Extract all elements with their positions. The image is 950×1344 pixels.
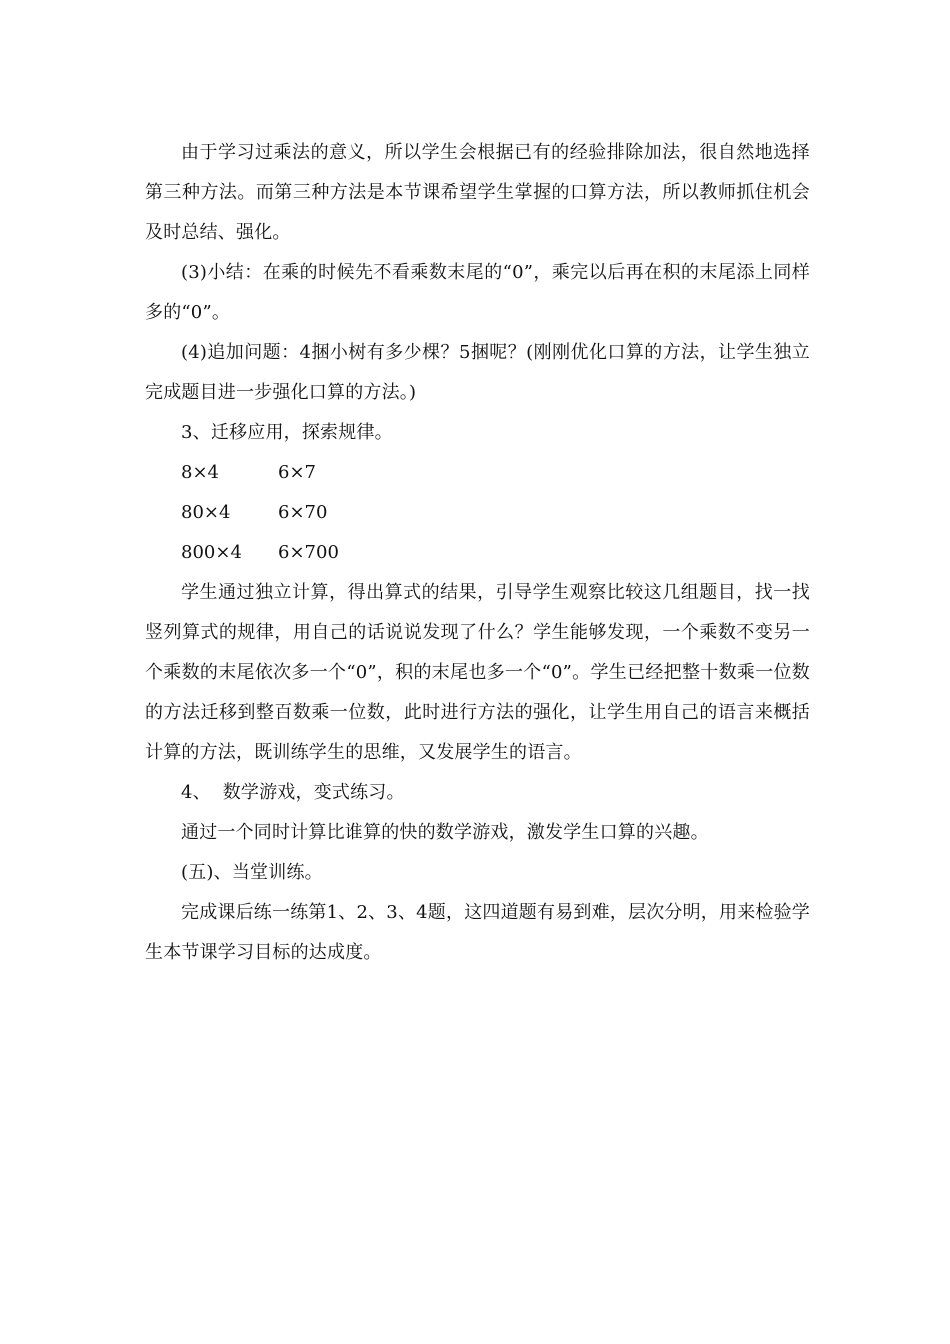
paragraph-classroom-practice: 完成课后练一练第1、2、3、4题，这四道题有易到难，层次分明，用来检验学生本节课学习目标的达成度。 (145, 902, 811, 963)
paragraph-method-explanation: 由于学习过乘法的意义，所以学生会根据已有的经验排除加法，很自然地选择第三种方法。而第三种方法是本节课希望学生掌握的口算方法，所以教师抓住机会及时总结、强化。 (145, 142, 810, 243)
paragraph-math-game: 通过一个同时计算比谁算的快的数学游戏，激发学生口算的兴趣。 (181, 822, 709, 843)
formula-left: 8×4 (181, 462, 219, 483)
paragraph-pattern-discovery: 学生通过独立计算，得出算式的结果，引导学生观察比较这几组题目，找一找竖列算式的规律，用自己的话说说发现了什么？学生能够发现，一个乘数不变另一个乘数的末尾依次多一个“0”，积的末尾也多一个“0”。学生已经把整十数乘一位数的方法迁移到整百数乘一位数，此时进行方法的强化，让学生用自己的语言来概括计算的方法，既训练学生的思维，又发展学生的语言。 (145, 582, 810, 763)
document-body (145, 133, 810, 973)
section-heading-classroom-practice: (五)、当堂训练。 (181, 862, 323, 883)
formula-left: 800×4 (181, 542, 242, 563)
formula-row (145, 533, 810, 573)
formula-row (145, 453, 810, 493)
formula-right: 6×700 (278, 542, 339, 563)
paragraph-follow-up-question: (4)追加问题：4捆小树有多少棵？5捆呢？(刚刚优化口算的方法，让学生独立完成题目进一步强化口算的方法。) (145, 342, 810, 403)
formula-right: 6×7 (278, 462, 316, 483)
formula-left: 80×4 (181, 502, 231, 523)
section-heading-transfer: 3、迁移应用，探索规律。 (181, 422, 393, 443)
paragraph-summary: (3)小结：在乘的时候先不看乘数末尾的“0”，乘完以后再在积的末尾添上同样多的“0”。 (145, 262, 810, 323)
formula-right: 6×70 (278, 502, 328, 523)
section-heading-math-game: 4、 数学游戏，变式练习。 (181, 782, 405, 803)
formula-row (145, 493, 810, 533)
